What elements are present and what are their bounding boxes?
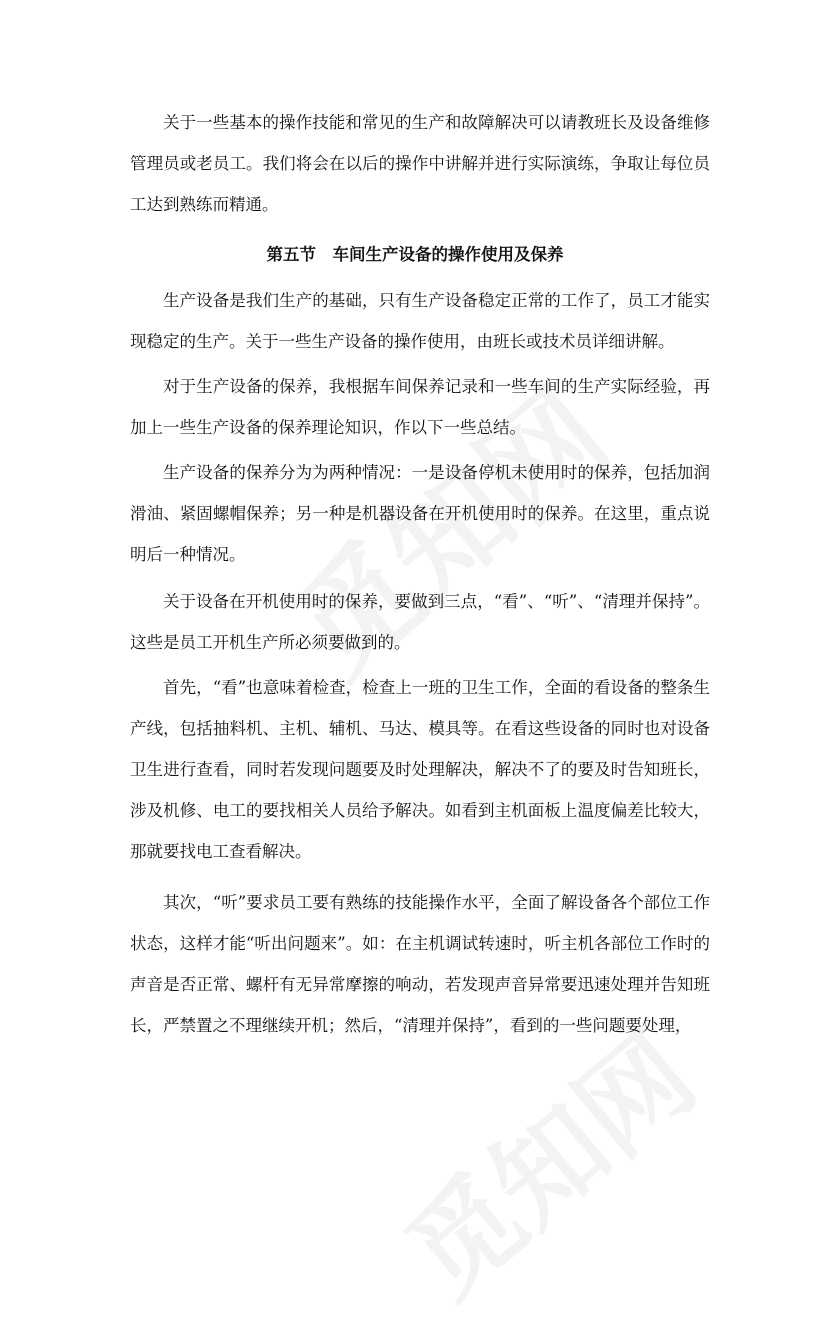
paragraph-intro: 关于一些基本的操作技能和常见的生产和故障解决可以请教班长及设备维修管理员或老员工。我们将会在以后的操作中讲解并进行实际演练，争取让每位员工达到熟练而精通。 — [130, 113, 710, 214]
paragraph-maintenance-summary: 对于生产设备的保养，我根据车间保养记录和一些车间的生产实际经验，再加上一些生产设备的保养理论知识，作以下一些总结。 — [130, 377, 710, 437]
paragraph-look: 首先，“看”也意味着检查，检查上一班的卫生工作，全面的看设备的整条生产线，包括抽料机、主机、辅机、马达、模具等。在看这些设备的同时也对设备卫生进行查看，同时若发现问题要及时处理解决，解决不了的要及时告知班长，涉及机修、电工的要找相关人员给予解决。如看到主机面板上温度偏差比较大，那就要找电工查看解决。 — [130, 678, 710, 861]
section-heading: 第五节 车间生产设备的操作使用及保养 — [266, 245, 564, 264]
paragraph-three-points: 关于设备在开机使用时的保养，要做到三点，“看”、“听”、“清理并保持”。这些是员工开机生产所必须要做到的。 — [130, 592, 710, 652]
paragraph-equipment-basis: 生产设备是我们生产的基础，只有生产设备稳定正常的工作了，员工才能实现稳定的生产。关于一些生产设备的操作使用，由班长或技术员详细讲解。 — [130, 291, 710, 351]
paragraph-maintenance-types: 生产设备的保养分为为两种情况：一是设备停机未使用时的保养，包括加润滑油、紧固螺帽保养；另一种是机器设备在开机使用时的保养。在这里，重点说明后一种情况。 — [130, 463, 710, 564]
paragraph-listen: 其次，“听”要求员工要有熟练的技能操作水平，全面了解设备各个部位工作状态，这样才能“听出问题来”。如：在主机调试转速时，听主机各部位工作时的声音是否正常、螺杆有无异常摩擦的响动，若发现声音异常要迅速处理并告知班长，严禁置之不理继续开机；然后，“清理并保持”，看到的一些问题要处理， — [130, 893, 710, 1035]
